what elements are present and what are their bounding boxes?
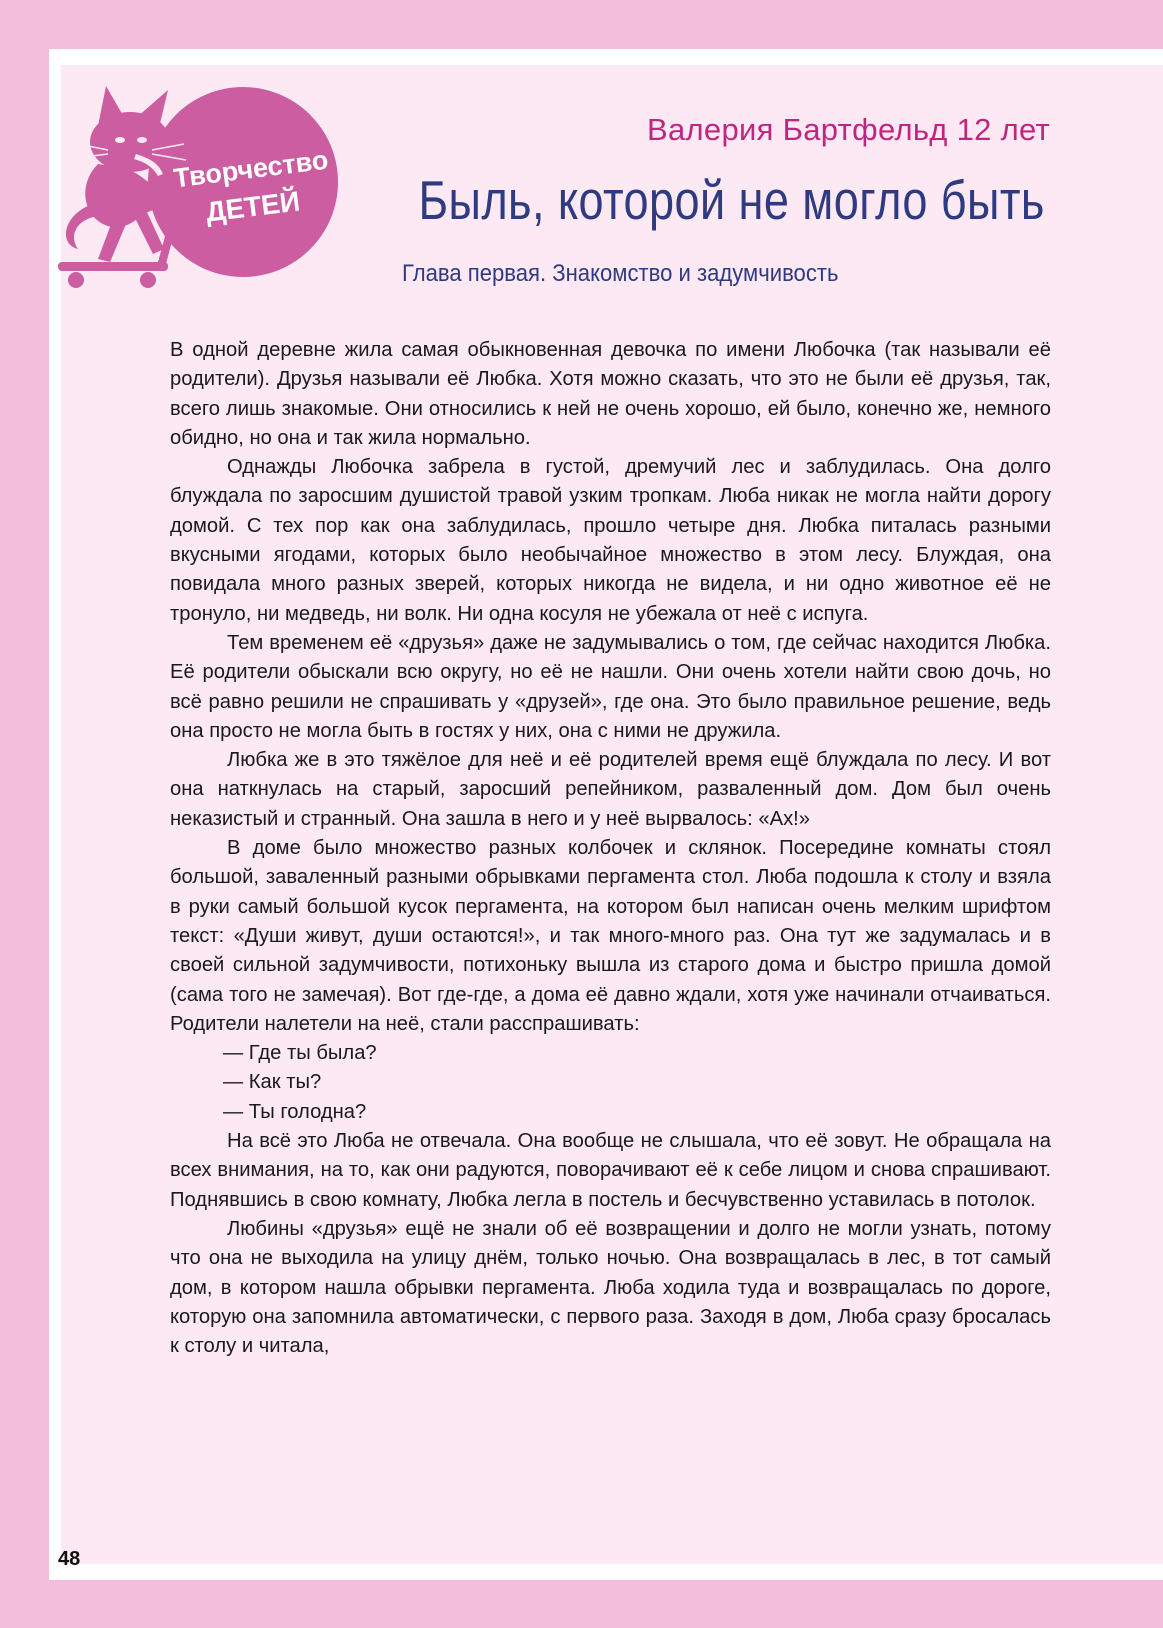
chapter-heading: Глава первая. Знакомство и задумчивость [402,260,839,287]
paragraph: Тем временем её «друзья» даже не задумывались о том, где сейчас находится Любка. Её родители обыскали всю округу, но её не нашли. Они очень хотели найти свою дочь, но всё равно решили не спрашивать у «друзей», где она. Это было правильное решение, ведь она просто не могла быть в гостях у них, она с ними не дружила. [170,631,1051,742]
logo-line1: Творчество [171,144,330,194]
story-title: Быль, которой не могло быть [418,169,1045,231]
logo-line2: ДЕТЕЙ [204,185,302,228]
cat-on-scooter-icon [58,84,348,289]
dialogue-line: — Ты голодна? [223,1100,367,1123]
paragraph: В доме было множество разных колбочек и склянок. Посередине комнаты стоял большой, заваленный разными обрывками пергамента стол. Люба подошла к столу и взяла в руки самый большой кусок пергамента, на котором был написан очень мелким шрифтом текст: «Души живут, души остаются!», и так много-много раз. Она тут же задумалась и в своей сильной задумчивости, потихоньку вышла из старого дома и быстро пришла домой (сама того не замечая). Вот где-где, а дома её давно ждали, хотя уже начинали отчаиваться. Родители налетели на неё, стали расспрашивать: [170,837,1051,1035]
paragraph: Однажды Любочка забрела в густой, дремучий лес и заблудилась. Она долго блуждала по заросшим душистой травой узким тропкам. Люба никак не могла найти дорогу домой. С тех пор как она заблудилась, прошло четыре дня. Любка питалась разными вкусными ягодами, которых было необычайное множество в этом лесу. Блуждая, она повидала много разных зверей, которых никогда не видела, и ни одно животное её не тронуло, ни медведь, ни волк. Ни одна косуля не убежала от неё с испуга. [170,456,1051,625]
page-number: 48 [58,1548,81,1570]
dialogue-line: — Как ты? [223,1071,322,1094]
paragraph: В одной деревне жила самая обыкновенная девочка по имени Любочка (так называли её родители). Друзья называли её Любка. Хотя можно сказать, что это не были её друзья, так, всего лишь знакомые. Они относились к ней не очень хорошо, ей было, конечно же, немного обидно, но она и так жила нормально. [170,339,1051,449]
paragraph: Любины «друзья» ещё не знали об её возвращении и долго не могли узнать, потому что она не выходила на улицу днём, только ночью. Она возвращалась в лес, в тот самый дом, в котором нашла обрывки пергамента. Люба ходила туда и возвращалась по дороге, которую она запомнила автоматически, с первого раза. Заходя в дом, Люба сразу бросалась к столу и читала, [170,1217,1051,1358]
dialogue-line: — Где ты была? [223,1042,377,1065]
section-logo [58,84,348,289]
author-line: Валерия Бартфельд 12 лет [647,112,1050,147]
paragraph: Любка же в это тяжёлое для неё и её родителей время ещё блуждала по лесу. И вот она наткнулась на старый, заросший репейником, разваленный дом. Дом был очень неказистый и странный. Она зашла в него и у неё вырвалось: «Ах!» [170,749,1051,830]
paragraph: На всё это Люба не отвечала. Она вообще не слышала, что её зовут. Не обращала на всех внимания, на то, как они радуются, поворачивают её к себе лицом и снова спрашивают. Поднявшись в свою комнату, Любка легла в постель и бесчувственно уставилась в потолок. [170,1130,1051,1211]
story-body [170,336,1051,1361]
